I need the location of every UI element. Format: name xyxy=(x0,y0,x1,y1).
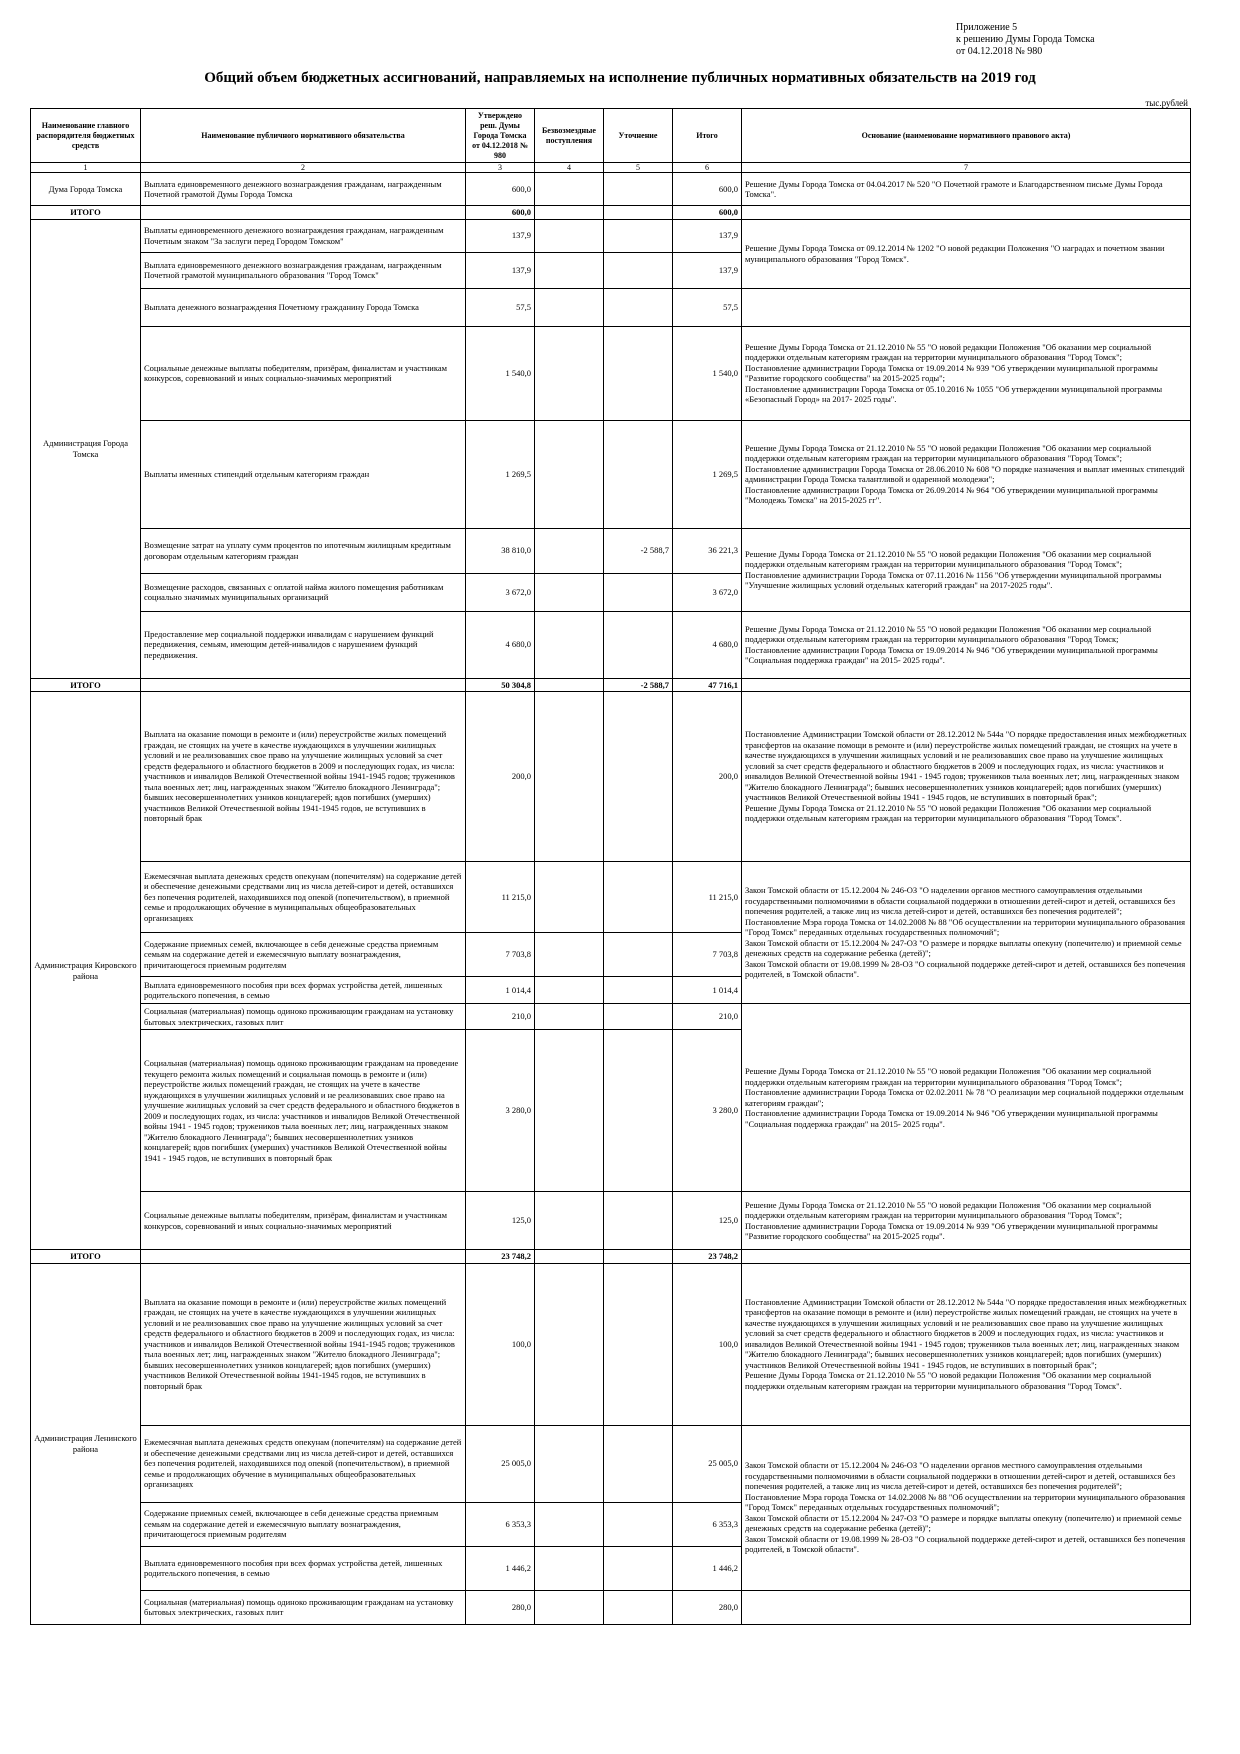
basis-text: Решение Думы Города Томска от 21.12.2010 № 55 "О новой редакции Положения "Об оказании мер социальной поддержки отдельным категориям граждан на территории муниципального образования "Город Томск; Постановление администрации Города Томска от 19.09.2014 № 946 "Об утверждении муниципальной программы "Социальная поддержка граждан" на 2015- 2025 годы". xyxy=(742,611,1191,678)
header-clarification: Уточнение xyxy=(604,109,673,163)
clarification-value xyxy=(604,173,673,206)
subtotal-approved: 23 748,2 xyxy=(466,1250,535,1264)
header-basis: Основание (наименование нормативного правового акта) xyxy=(742,109,1191,163)
approved-value: 7 703,8 xyxy=(466,933,535,977)
total-value: 137,9 xyxy=(673,252,742,288)
total-value: 100,0 xyxy=(673,1263,742,1425)
header-row xyxy=(31,109,1191,163)
total-value: 4 680,0 xyxy=(673,611,742,678)
total-value: 36 221,3 xyxy=(673,528,742,573)
basis-text: Решение Думы Города Томска от 21.12.2010 № 55 "О новой редакции Положения "Об оказании мер социальной поддержки отдельным категориям граждан на территории муниципального образования "Город Томск"; Постановление администрации Города Томска от 02.02.2011 № 78 "О реализации мер социальной поддержки отдельным категориям граждан"; Постановление администрации Города Томска от 19.09.2014 № 946 "Об утверждении муниципальной программы "Социальная поддержка граждан" на 2015- 2025 годы". xyxy=(742,1004,1191,1192)
table-row xyxy=(31,1425,1191,1502)
obligation-name: Социальная (материальная) помощь одиноко проживающим гражданам на установку бытовых электрических, газовых плит xyxy=(141,1590,466,1624)
subtotal-approved: 50 304,8 xyxy=(466,678,535,692)
approved-value: 137,9 xyxy=(466,219,535,252)
obligation-name: Выплата единовременного пособия при всех формах устройства детей, лишенных родительского попечения, в семью xyxy=(141,1546,466,1590)
obligation-name: Выплата единовременного денежного вознаграждения гражданам, награжденным Почетной грамотой муниципального образования "Город Томск" xyxy=(141,252,466,288)
approved-value: 4 680,0 xyxy=(466,611,535,678)
manager-name: Дума Города Томска xyxy=(31,173,141,206)
table-row xyxy=(31,1004,1191,1030)
budget-table xyxy=(30,108,1191,1625)
subtotal-approved: 600,0 xyxy=(466,206,535,220)
table-row xyxy=(31,692,1191,862)
table-row xyxy=(31,288,1191,326)
approved-value: 100,0 xyxy=(466,1263,535,1425)
obligation-name: Выплата на оказание помощи в ремонте и (или) переустройстве жилых помещений граждан, не стоящих на учете в качестве нуждающихся в улучшении жилищных условий и не реализовавших свое право на улучшение жилищных условий за счет средств федерального и областного бюджетов в 2009 и последующих годах, из числа: участников и инвалидов Великой Отечественной войны 1941-1945 годов; тружеников тыла военных лет; лиц, награжденных знаком "Жителю блокадного Ленинграда"; бывших несовершеннолетних узников концлагерей; вдов погибших (умерших) участников Великой Отечественной войны 1941-1945 годов, не вступивших в повторный брак xyxy=(141,692,466,862)
basis-text: Решение Думы Города Томска от 09.12.2014 № 1202 "О новой редакции Положения "О наградах и почетном звании муниципального образования "Город Томск". xyxy=(742,219,1191,288)
table-row xyxy=(31,611,1191,678)
table-row xyxy=(31,862,1191,933)
units-label: тыс.рублей xyxy=(1145,98,1188,108)
subtotal-label: ИТОГО xyxy=(31,1250,141,1264)
obligation-name: Предоставление мер социальной поддержки инвалидам с нарушением функций передвижения, семьям, имеющим детей-инвалидов с нарушением функций передвижения. xyxy=(141,611,466,678)
total-value: 57,5 xyxy=(673,288,742,326)
subtotal-total: 23 748,2 xyxy=(673,1250,742,1264)
total-value: 280,0 xyxy=(673,1590,742,1624)
approved-value: 200,0 xyxy=(466,692,535,862)
total-value: 125,0 xyxy=(673,1192,742,1250)
basis-text: Постановление Администрации Томской области от 28.12.2012 № 544а "О порядке предоставления иных межбюджетных трансфертов на оказание помощи в ремонте и (или) переустройстве жилых помещений граждан, не стоящих на учете в качестве нуждающихся в улучшении жилищных условий и не реализовавших свое право на улучшение жилищных условий за счет средств федерального и областного бюджетов в 2009 и последующих годах, из числа: участников и инвалидов Великой Отечественной войны 1941 - 1945 годов; тружеников тыла военных лет; лиц, награжденных знаком "Жителю блокадного Ленинграда"; бывших несовершеннолетних узников концлагерей; вдов погибших (умерших) участников Великой Отечественной войны 1941 - 1945 годов, не вступивших в повторный брак"; Решение Думы Города Томска от 21.12.2010 № 55 "О новой редакции Положения "Об оказании мер социальной поддержки отдельным категориям граждан на территории муниципального образования "Город Томск". xyxy=(742,1263,1191,1425)
approved-value: 1 446,2 xyxy=(466,1546,535,1590)
total-value: 137,9 xyxy=(673,219,742,252)
grants-value xyxy=(535,173,604,206)
total-value: 6 353,3 xyxy=(673,1502,742,1546)
approved-value: 6 353,3 xyxy=(466,1502,535,1546)
annex-line-3: от 04.12.2018 № 980 xyxy=(956,46,1043,57)
total-value: 210,0 xyxy=(673,1004,742,1030)
column-number: 2 xyxy=(141,163,466,173)
obligation-name: Выплата единовременного денежного вознаграждения гражданам, награжденным Почетной грамотой Думы Города Томска xyxy=(141,173,466,206)
approved-value: 38 810,0 xyxy=(466,528,535,573)
column-number-row xyxy=(31,163,1191,173)
column-number: 4 xyxy=(535,163,604,173)
table-row xyxy=(31,420,1191,528)
table-row xyxy=(31,173,1191,206)
obligation-name: Социальные денежные выплаты победителям, призёрам, финалистам и участникам конкурсов, соревнований и иных социально-значимых мероприятий xyxy=(141,326,466,420)
obligation-name: Возмещение расходов, связанных с оплатой найма жилого помещения работникам социально значимых муниципальных организаций xyxy=(141,573,466,611)
total-value: 11 215,0 xyxy=(673,862,742,933)
table-row xyxy=(31,326,1191,420)
column-number: 3 xyxy=(466,163,535,173)
total-value: 1 540,0 xyxy=(673,326,742,420)
header-approved: Утверждено реш. Думы Города Томска от 04.12.2018 № 980 xyxy=(466,109,535,163)
column-number: 5 xyxy=(604,163,673,173)
header-total: Итого xyxy=(673,109,742,163)
obligation-name: Выплаты именных стипендий отдельным категориям граждан xyxy=(141,420,466,528)
subtotal-total: 47 716,1 xyxy=(673,678,742,692)
header-grants: Безвозмездные поступления xyxy=(535,109,604,163)
basis-text: Закон Томской области от 15.12.2004 № 246-ОЗ "О наделении органов местного самоуправления отдельными государственными полномочиями в области социальной поддержки в отношении детей-сирот и детей, оставшихся без попечения родителей, а также лиц из числа детей-сирот и детей, оставшихся без попечения родителей"; Постановление Мэра города Томска от 14.02.2008 № 88 "Об осуществлении на территории муниципального образования "Город Томск" переданных отдельных государственных полномочий"; Закон Томской области от 15.12.2004 № 247-ОЗ "О размере и порядке выплаты опекуну (попечителю) и приемной семье денежных средств на содержание ребенка (детей)"; Закон Томской области от 19.08.1999 № 28-ОЗ "О социальной поддержке детей-сирот и детей, оставшихся без попечения родителей, в Томской области". xyxy=(742,1425,1191,1590)
total-value: 200,0 xyxy=(673,692,742,862)
manager-name: Администрация Города Томска xyxy=(31,219,141,678)
total-value: 7 703,8 xyxy=(673,933,742,977)
basis-text: Решение Думы Города Томска от 04.04.2017 № 520 "О Почетной грамоте и Благодарственном письме Думы Города Томска". xyxy=(742,173,1191,206)
approved-value: 280,0 xyxy=(466,1590,535,1624)
annex-line-1: Приложение 5 xyxy=(956,22,1018,33)
total-value: 1 446,2 xyxy=(673,1546,742,1590)
basis-text: Закон Томской области от 15.12.2004 № 246-ОЗ "О наделении органов местного самоуправления отдельными государственными полномочиями в области социальной поддержки в отношении детей-сирот и детей, оставшихся без попечения родителей, а также лиц из числа детей-сирот и детей, оставшихся без попечения родителей"; Постановление Мэра города Томска от 14.02.2008 № 88 "Об осуществлении на территории муниципального образования "Город Томск" переданных отдельных государственных полномочий"; Закон Томской области от 15.12.2004 № 247-ОЗ "О размере и порядке выплаты опекуну (попечителю) и приемной семье денежных средств на содержание ребенка (детей)"; Закон Томской области от 19.08.1999 № 28-ОЗ "О социальной поддержке детей-сирот и детей, оставшихся без попечения родителей, в Томской области". xyxy=(742,862,1191,1004)
manager-name: Администрация Кировского района xyxy=(31,692,141,1250)
obligation-name: Выплата на оказание помощи в ремонте и (или) переустройстве жилых помещений граждан, не стоящих на учете в качестве нуждающихся в улучшении жилищных условий и не реализовавших свое право на улучшение жилищных условий за счет средств федерального и областного бюджетов в 2009 и последующих годах, из числа: участников и инвалидов Великой Отечественной войны 1941-1945 годов; тружеников тыла военных лет; лиц, награжденных знаком "Жителю блокадного Ленинграда"; бывших несовершеннолетних узников концлагерей; вдов погибших (умерших) участников Великой Отечественной войны 1941-1945 годов, не вступивших в повторный брак xyxy=(141,1263,466,1425)
approved-value: 210,0 xyxy=(466,1004,535,1030)
approved-value: 137,9 xyxy=(466,252,535,288)
basis-text: Постановление Администрации Томской области от 28.12.2012 № 544а "О порядке предоставления иных межбюджетных трансфертов на оказание помощи в ремонте и (или) переустройстве жилых помещений граждан, не стоящих на учете в качестве нуждающихся в улучшении жилищных условий и не реализовавших свое право на улучшение жилищных условий за счет средств федерального и областного бюджетов в 2009 и последующих годах, из числа: участников и инвалидов Великой Отечественной войны 1941 - 1945 годов; тружеников тыла военных лет; лиц, награжденных знаком "Жителю блокадного Ленинграда"; бывших несовершеннолетних узников концлагерей; вдов погибших (умерших) участников Великой Отечественной войны 1941 - 1945 годов, не вступивших в повторный брак"; Решение Думы Города Томска от 21.12.2010 № 55 "О новой редакции Положения "Об оказании мер социальной поддержки отдельным категориям граждан на территории муниципального образования "Город Томск". xyxy=(742,692,1191,862)
column-number: 1 xyxy=(31,163,141,173)
obligation-name: Социальная (материальная) помощь одиноко проживающим гражданам на установку бытовых электрических, газовых плит xyxy=(141,1004,466,1030)
approved-value: 600,0 xyxy=(466,173,535,206)
basis-text: Решение Думы Города Томска от 21.12.2010 № 55 "О новой редакции Положения "Об оказании мер социальной поддержки отдельным категориям граждан на территории муниципального образования "Город Томск"; Постановление администрации Города Томска от 07.11.2016 № 1156 "Об утверждении муниципальной программы "Улучшение жилищных условий отдельных категорий граждан" на 2017-2025 годы". xyxy=(742,528,1191,611)
approved-value: 1 269,5 xyxy=(466,420,535,528)
header-obligation: Наименование публичного нормативного обязательства xyxy=(141,109,466,163)
approved-value: 3 672,0 xyxy=(466,573,535,611)
obligation-name: Выплата единовременного пособия при всех формах устройства детей, лишенных родительского попечения, в семью xyxy=(141,977,466,1004)
total-value: 3 280,0 xyxy=(673,1030,742,1192)
approved-value: 11 215,0 xyxy=(466,862,535,933)
header-manager: Наименование главного распорядителя бюджетных средств xyxy=(31,109,141,163)
subtotal-total: 600,0 xyxy=(673,206,742,220)
subtotal-label: ИТОГО xyxy=(31,678,141,692)
obligation-name: Возмещение затрат на уплату сумм процентов по ипотечным жилищным кредитным договорам отдельным категориям граждан xyxy=(141,528,466,573)
total-value: 600,0 xyxy=(673,173,742,206)
table-row xyxy=(31,1192,1191,1250)
total-value: 25 005,0 xyxy=(673,1425,742,1502)
table-row xyxy=(31,219,1191,252)
approved-value: 1 540,0 xyxy=(466,326,535,420)
obligation-name: Содержание приемных семей, включающее в себя денежные средства приемным семьям на содержание детей и ежемесячную выплату вознаграждения, причитающегося приемным родителям xyxy=(141,933,466,977)
subtotal-row xyxy=(31,678,1191,692)
subtotal-label: ИТОГО xyxy=(31,206,141,220)
annex-note xyxy=(956,22,1095,58)
table-row xyxy=(31,1263,1191,1425)
approved-value: 3 280,0 xyxy=(466,1030,535,1192)
clarification-value: -2 588,7 xyxy=(604,528,673,573)
table-row xyxy=(31,1590,1191,1624)
subtotal-row xyxy=(31,206,1191,220)
manager-name: Администрация Ленинского района xyxy=(31,1263,141,1624)
obligation-name: Выплаты единовременного денежного вознаграждения гражданам, награжденным Почетным знаком "За заслуги перед Городом Томском" xyxy=(141,219,466,252)
obligation-name: Содержание приемных семей, включающее в себя денежные средства приемным семьям на содержание детей и ежемесячную выплату вознаграждения, причитающегося приемным родителям xyxy=(141,1502,466,1546)
basis-text: Решение Думы Города Томска от 21.12.2010 № 55 "О новой редакции Положения "Об оказании мер социальной поддержки отдельным категориям граждан на территории муниципального образования "Город Томск"; Постановление администрации Города Томска от 19.09.2014 № 939 "Об утверждении муниципальной программы "Развитие городского сообщества" на 2015-2025 годы". xyxy=(742,1192,1191,1250)
approved-value: 1 014,4 xyxy=(466,977,535,1004)
total-value: 1 014,4 xyxy=(673,977,742,1004)
subtotal-row xyxy=(31,1250,1191,1264)
obligation-name: Социальные денежные выплаты победителям, призёрам, финалистам и участникам конкурсов, соревнований и иных социально-значимых мероприятий xyxy=(141,1192,466,1250)
column-number: 6 xyxy=(673,163,742,173)
obligation-name: Ежемесячная выплата денежных средств опекунам (попечителям) на содержание детей и обеспечение денежными средствами лиц из числа детей-сирот и детей, оставшихся без попечения родителей, находившихся под опекой (попечительством), в приемной семье и продолжающих обучение в муниципальных общеобразовательных организациях xyxy=(141,1425,466,1502)
column-number: 7 xyxy=(742,163,1191,173)
document-title: Общий объем бюджетных ассигнований, направляемых на исполнение публичных нормативных обязательств на 2019 год xyxy=(204,70,1036,86)
basis-text: Решение Думы Города Томска от 21.12.2010 № 55 "О новой редакции Положения "Об оказании мер социальной поддержки отдельным категориям граждан на территории муниципального образования "Город Томск"; Постановление администрации Города Томска от 28.06.2010 № 608 "О порядке назначения и выплат именных стипендий администрации Города Томска талантливой и одаренной молодежи"; Постановление администрации Города Томска от 26.09.2014 № 964 "Об утверждении муниципальной программы "Молодежь Томска" на 2015-2025 гг". xyxy=(742,420,1191,528)
total-value: 1 269,5 xyxy=(673,420,742,528)
basis-text: Решение Думы Города Томска от 21.12.2010 № 55 "О новой редакции Положения "Об оказании мер социальной поддержки отдельным категориям граждан на территории муниципального образования "Город Томск"; Постановление администрации Города Томска от 19.09.2014 № 939 "Об утверждении муниципальной программы "Развитие городского сообщества" на 2015-2025 годы"; Постановление администрации Города Томска от 05.10.2016 № 1055 "Об утверждении муниципальной программы «Безопасный Город» на 2017- 2025 годы". xyxy=(742,326,1191,420)
approved-value: 57,5 xyxy=(466,288,535,326)
obligation-name: Социальная (материальная) помощь одиноко проживающим гражданам на проведение текущего ремонта жилых помещений и социальная помощь в ремонте и (или) переустройстве жилых помещений граждан, не стоящих на учете в качестве нуждающихся в улучшении жилищных условий и не реализовавших свое право на улучшение жилищных условий за счет средств федерального и областного бюджетов в 2009 и последующих годах, из числа: участников и инвалидов Великой Отечественной войны 1941 - 1945 годов; тружеников тыла военных лет; лиц, награжденных знаком "Жителю блокадного Ленинграда"; бывших несовершеннолетних узников концлагерей; вдов погибших (умерших) участников Великой Отечественной войны 1941 - 1945 годов, не вступивших в повторный брак xyxy=(141,1030,466,1192)
obligation-name: Выплата денежного вознаграждения Почетному гражданину Города Томска xyxy=(141,288,466,326)
approved-value: 25 005,0 xyxy=(466,1425,535,1502)
approved-value: 125,0 xyxy=(466,1192,535,1250)
obligation-name: Ежемесячная выплата денежных средств опекунам (попечителям) на содержание детей и обеспечение денежными средствами лиц из числа детей-сирот и детей, оставшихся без попечения родителей, находившихся под опекой (попечительством), в приемной семье и продолжающих обучение в муниципальных общеобразовательных организациях xyxy=(141,862,466,933)
table-row xyxy=(31,528,1191,573)
total-value: 3 672,0 xyxy=(673,573,742,611)
subtotal-clarification: -2 588,7 xyxy=(604,678,673,692)
annex-line-2: к решению Думы Города Томска xyxy=(956,34,1095,45)
